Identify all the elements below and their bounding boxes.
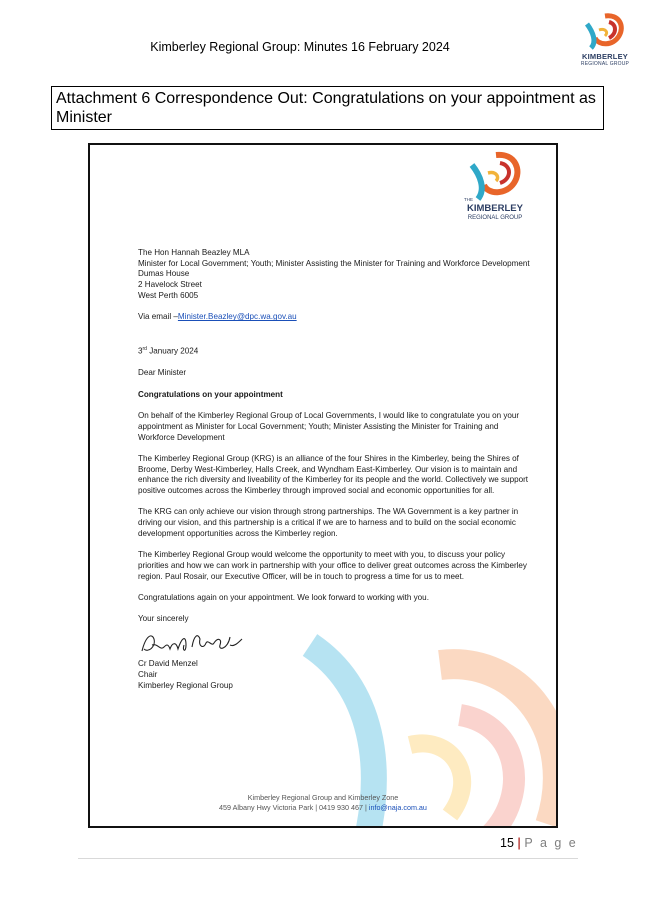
address-line: 2 Havelock Street: [138, 280, 202, 290]
paragraph: The KRG can only achieve our vision through strong partnerships. The WA Government is a key partner in driving our vision, and this partnership is a critical if we are to harness and to build on the social economic development opportunities across the Kimberley region.: [138, 507, 519, 538]
via-email: Via email –Minister.Beazley@dpc.wa.gov.au: [138, 312, 297, 322]
page-number-value: 15: [500, 836, 514, 850]
signatory-title: Chair: [138, 669, 158, 679]
footer-org: Kimberley Regional Group and Kimberley Zone: [247, 793, 399, 802]
paragraph: Congratulations again on your appointment. We look forward to working with you.: [138, 593, 429, 603]
logo-text: KIMBERLEY: [582, 52, 628, 61]
attachment-title: Attachment 6 Correspondence Out: Congratulations on your appointment as Minister: [51, 86, 604, 130]
krg-logo: [575, 12, 635, 70]
page-label: P a g e: [524, 836, 578, 850]
krg-swirl-icon: [460, 151, 530, 203]
page-number: [500, 836, 578, 850]
minister-email-link[interactable]: Minister.Beazley@dpc.wa.gov.au: [177, 312, 297, 322]
signatory-name: Cr David Menzel: [138, 659, 198, 669]
address-line: The Hon Hannah Beazley MLA: [138, 248, 250, 257]
closing: Your sincerely: [138, 614, 189, 624]
krg-swirl-icon: [575, 12, 635, 52]
footer-divider: [78, 858, 578, 859]
logo-the: THE: [464, 197, 473, 202]
letter-scan: [88, 143, 558, 828]
paragraph: The Kimberley Regional Group (KRG) is an alliance of the four Shires in the Kimberley, being the Shires of Broome, Derby West-Kimberley, Halls Creek, and Wyndham East-Kimberley. Our vision is to maintain and enhance the rich diversity and liveability of the Kimberley for its people and the world. Collectively we support positive outcomes across the Kimberley through improved social and economic opportunities for all.: [138, 453, 529, 496]
logo-subtext: REGIONAL GROUP: [580, 61, 630, 67]
letter-date: 3rd January 2024: [138, 346, 199, 356]
footer-email-link[interactable]: info@naja.com.au: [368, 803, 427, 812]
page-separator: |: [517, 836, 521, 850]
signatory-org: Kimberley Regional Group: [138, 680, 233, 690]
paragraph: On behalf of the Kimberley Regional Group of Local Governments, I would like to congratulate you on your appointment as Minister for Local Government; Youth; Minister Assisting the Minister for Training and Workforce Development: [138, 411, 520, 442]
subject-line: Congratulations on your appointment: [138, 389, 283, 399]
address-line: Minister for Local Government; Youth; Minister Assisting the Minister for Training and Workforce Development: [138, 258, 530, 268]
logo-name: KIMBERLEY: [467, 203, 523, 214]
salutation: Dear Minister: [138, 368, 187, 378]
page-header-title: Kimberley Regional Group: Minutes 16 February 2024: [150, 40, 450, 54]
address-line: West Perth 6005: [138, 290, 199, 300]
letter-body: [138, 248, 533, 691]
paragraph: The Kimberley Regional Group would welcome the opportunity to meet with you, to discuss your policy priorities and how we can work in partnership with your office to deliver great outcomes across the Kimberley region. Paul Rosair, our Executive Officer, will be in touch to progress a time for us to meet.: [138, 550, 527, 581]
signature: [138, 625, 533, 659]
letter-footer: [90, 793, 556, 813]
signature-scribble: [138, 625, 248, 659]
logo-sub: REGIONAL GROUP: [467, 215, 523, 221]
address-line: Dumas House: [138, 269, 190, 279]
letter-logo: [460, 151, 530, 233]
footer-contact: 459 Albany Hwy Victoria Park | 0419 930 467 | info@naja.com.au: [219, 803, 427, 812]
